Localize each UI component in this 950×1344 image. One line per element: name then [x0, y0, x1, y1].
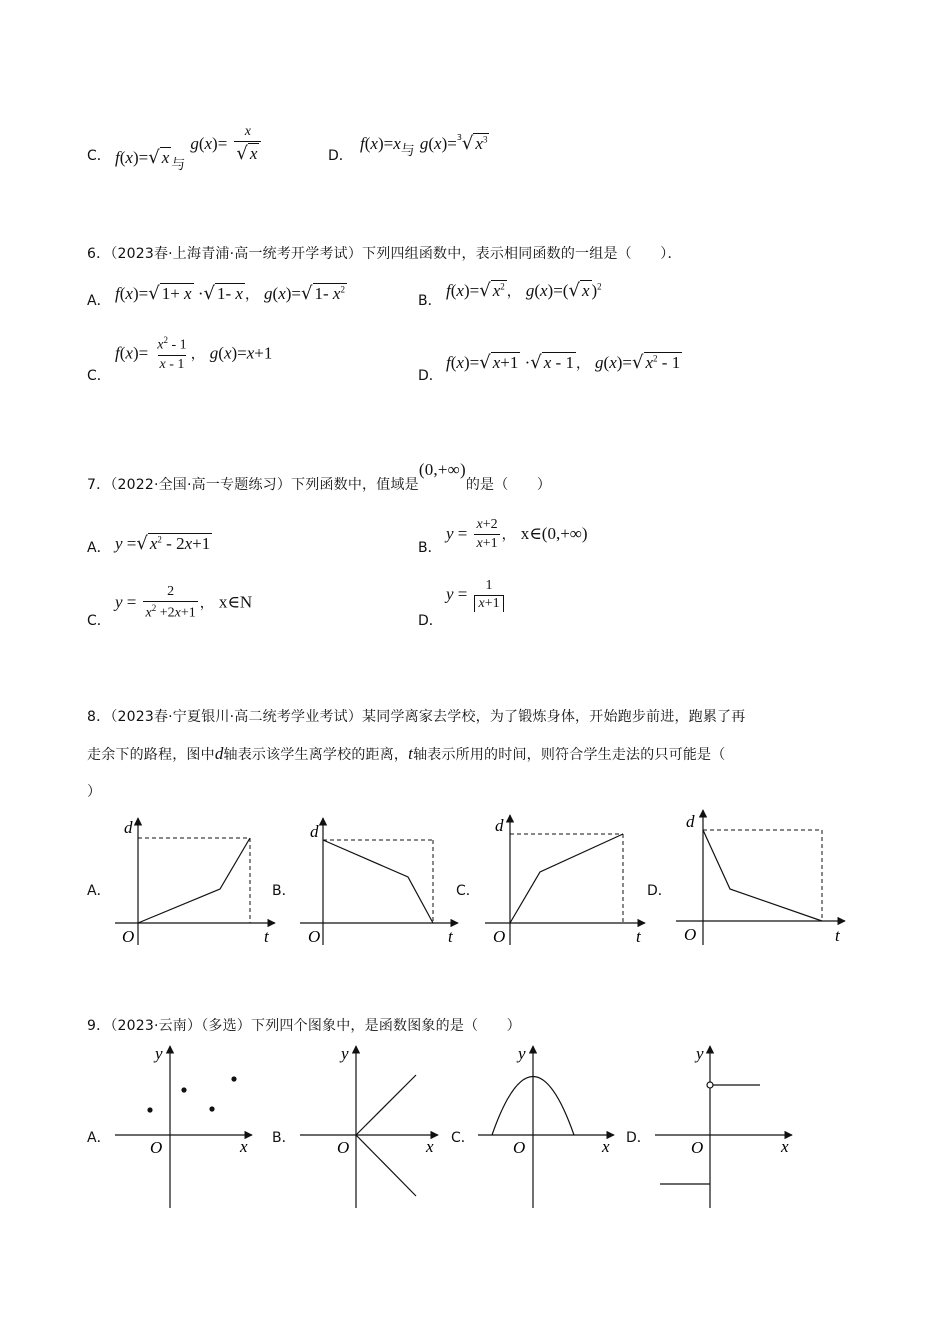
q9-a-x-label: x: [240, 1137, 248, 1156]
q9-a-point: [209, 1106, 214, 1111]
q8-c-y-label: d: [495, 816, 504, 835]
q7-stem-post: 的是（ ）: [465, 477, 552, 493]
q7-option-c-formula: y = $\frac{2}{x^2 +2x+1}$ ， x∈N: [115, 584, 253, 621]
q6-option-a-label: A．: [87, 293, 111, 309]
q8-d-origin: O: [684, 925, 697, 944]
q6-option-a-formula: f(x)=√ 1+ x ·√ 1- x ， g(x)=√ 1- $x^2$: [115, 283, 345, 304]
q9-c-x-label: x: [602, 1137, 610, 1156]
q8-a-y-label: d: [124, 818, 133, 837]
q9-option-b-label: B．: [272, 1130, 296, 1146]
q5-d-yu: 与: [400, 143, 415, 159]
q8-option-a-label: A．: [87, 883, 111, 899]
q9-graph-a: [115, 1044, 252, 1208]
q7-option-a-formula: y =√ $x^2 - 2x+1$: [115, 533, 211, 554]
q7-source: （2022·全国·高一专题练习）: [110, 477, 292, 493]
q8-a-origin: O: [122, 927, 135, 946]
q8-line2: 走余下的路程，图中d轴表示该学生离学校的距离，t轴表示所用的时间，则符合学生走法的只可能是（: [87, 744, 726, 763]
q9-a-point: [231, 1076, 236, 1081]
q9-option-a-label: A．: [87, 1130, 111, 1146]
q9-stem-text: 下列四个图象中，是函数图象的是（ ）: [251, 1018, 521, 1034]
q9-c-y-label: y: [518, 1044, 526, 1063]
q9-a-origin: O: [150, 1138, 163, 1157]
q8-option-d-label: D．: [647, 883, 672, 899]
q9-option-c-label: C．: [451, 1130, 475, 1146]
q6-option-d-label: D．: [418, 368, 443, 384]
q7-c-domain: x∈N: [218, 592, 253, 612]
q8-c-x-label: t: [636, 927, 641, 946]
q8-option-c-label: C．: [456, 883, 480, 899]
q6-source: （2023春·上海青浦·高一统考开学考试）: [110, 246, 363, 262]
q9-b-origin: O: [337, 1138, 350, 1157]
q9-option-d-label: D．: [626, 1130, 651, 1146]
q8-line1: 8．（2023春·宁夏银川·高二统考学业考试）某同学离家去学校，为了锻炼身体，开始跑步前进，跑累了再: [87, 709, 746, 725]
q9-d-y-label: y: [696, 1044, 704, 1063]
q9-b-ray-up: [356, 1075, 416, 1135]
q9-number: 9．: [87, 1018, 111, 1034]
q6-option-d-formula: f(x)=√ x+1 ·√ x - 1 ， g(x)=√ $x^2 - 1$: [446, 352, 681, 373]
q5-option-c-formula: f(x)=√ x 与 g(x)= $\frac{x}{√ x}$: [115, 118, 263, 158]
q7-option-b-label: B．: [418, 540, 442, 556]
q9-d-x-label: x: [781, 1137, 789, 1156]
q6-option-b-formula: f(x)=√ $x^2$ ， g(x)=(√ x )$^2$: [446, 280, 602, 301]
q7-option-d-formula: y = $\frac{1}{x+1}$: [446, 578, 506, 612]
q7-stem-pre: 下列函数中，值域是: [291, 477, 419, 493]
q8-option-b-label: B．: [272, 883, 296, 899]
q9-graph-b: [300, 1044, 438, 1208]
q7-option-a-label: A．: [87, 540, 111, 556]
q5-option-c-label: C．: [87, 148, 111, 164]
q7-option-b-formula: y = $\frac{x+2}{x+1}$ ， x∈(0,+∞): [446, 517, 588, 551]
q5-option-d-formula: f(x)=x与 g(x)=$^3$√ $x^3$: [360, 133, 488, 159]
q7-range: (0,+∞): [418, 460, 466, 479]
q6-option-b-label: B．: [418, 293, 442, 309]
q9-a-y-label: y: [155, 1044, 163, 1063]
q7-number: 7．: [87, 477, 111, 493]
q8-b-y-label: d: [310, 822, 319, 841]
q9-c-origin: O: [513, 1138, 526, 1157]
q9-d-open-point: [707, 1082, 713, 1088]
q9-b-ray-down: [356, 1135, 416, 1196]
q7-option-d-label: D．: [418, 613, 443, 629]
q8-c-origin: O: [493, 927, 506, 946]
q8-number: 8．: [87, 709, 111, 725]
q9-a-point: [147, 1107, 152, 1112]
q8-d-x-label: t: [835, 926, 840, 945]
q5-option-d-label: D．: [328, 148, 353, 164]
q9-b-x-label: x: [426, 1137, 434, 1156]
q8-line3: ）: [87, 784, 102, 800]
q9-graph-d: [655, 1044, 792, 1208]
q8-b-origin: O: [308, 927, 321, 946]
q6-number: 6．: [87, 246, 111, 262]
q9-a-point: [181, 1087, 186, 1092]
q6-stem-text: 下列四组函数中，表示相同函数的一组是（ ）．: [362, 246, 682, 262]
q7-option-c-label: C．: [87, 613, 111, 629]
q9-b-y-label: y: [341, 1044, 349, 1063]
q9-d-origin: O: [691, 1138, 704, 1157]
q7-b-domain: x∈(0,+∞): [520, 524, 588, 543]
q8-b-x-label: t: [448, 927, 453, 946]
q9-source: （2023·云南）: [110, 1018, 202, 1034]
q6-option-c-label: C．: [87, 368, 111, 384]
q6-option-c-formula: f(x)= $\frac{x^2 - 1}{x - 1}$ ， g(x)=x+1: [115, 335, 273, 372]
q8-d-y-label: d: [686, 812, 695, 831]
q8-source: （2023春·宁夏银川·高二统考学业考试）: [110, 709, 363, 725]
q5-c-yu: 与: [171, 156, 186, 173]
q9-multi: （多选）: [201, 1018, 252, 1034]
q9-graph-c: [478, 1044, 614, 1208]
q8-a-x-label: t: [264, 927, 269, 946]
